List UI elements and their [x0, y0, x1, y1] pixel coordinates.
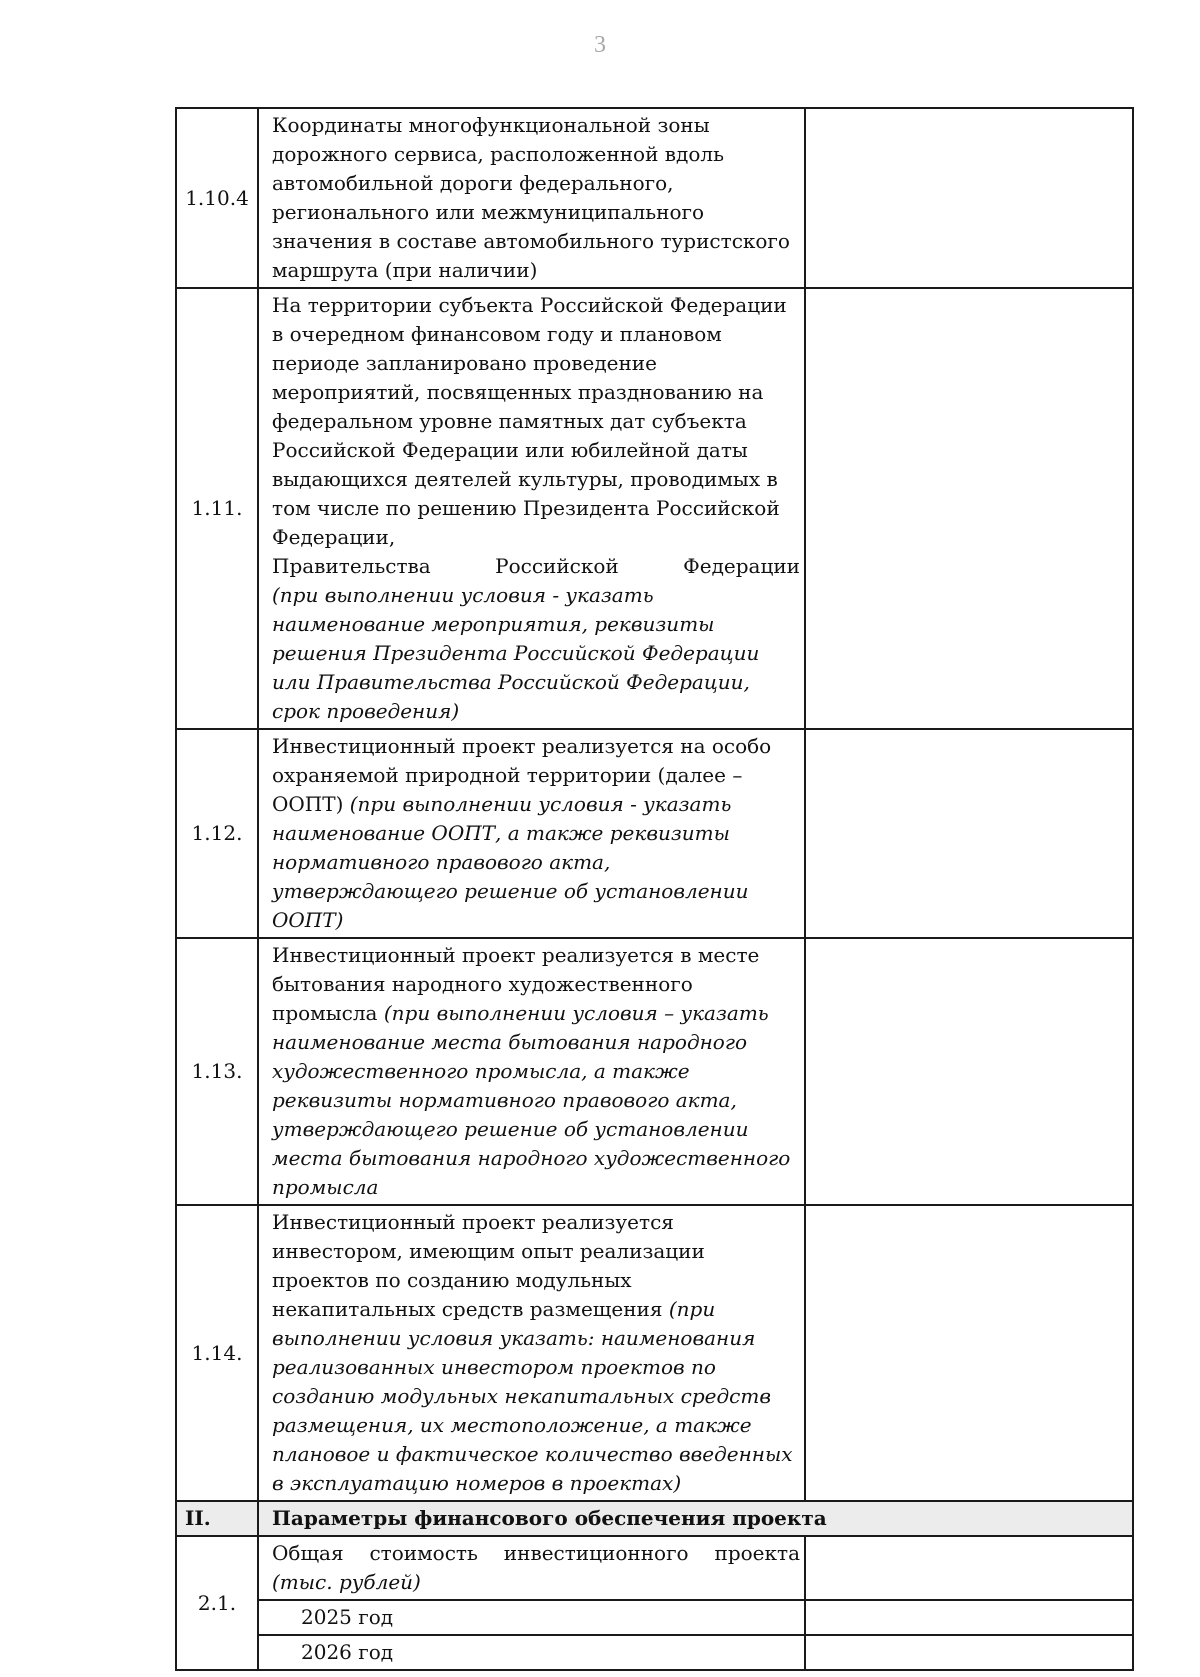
description-text: Координаты многофункциональной зоны дорожного сервиса, расположенной вдоль автомобильной дороги федерального, регионального или межмуниципального значения в составе автомобильного туристского маршрута (при наличии): [272, 113, 790, 282]
value-cell[interactable]: [805, 729, 1133, 938]
table-row-1-10-4: [176, 108, 1133, 288]
row-number: 1.13.: [176, 938, 258, 1205]
condition-note: (при выполнении условия указать: наименования реализованных инвестором проектов по созданию модульных некапитальных средств размещения, их местоположение, а также плановое и фактическое количество введенных в эксплуатацию номеров в проектах): [272, 1297, 793, 1495]
section-number: II.: [176, 1501, 258, 1536]
value-cell[interactable]: [805, 1600, 1133, 1635]
section-title: Параметры финансового обеспечения проекта: [258, 1501, 1133, 1536]
value-cell[interactable]: [805, 108, 1133, 288]
row-description: [258, 1205, 805, 1501]
value-cell[interactable]: [805, 288, 1133, 729]
unit-note: (тыс. рублей): [272, 1570, 421, 1594]
row-description: [258, 1536, 805, 1600]
parameters-table: [175, 107, 1134, 1671]
row-description: [258, 938, 805, 1205]
description-text: Инвестиционный проект реализуется на особо охраняемой природной территории (далее – ООПТ): [272, 734, 772, 816]
row-number: 1.11.: [176, 288, 258, 729]
row-description: [258, 729, 805, 938]
condition-note: (при выполнении условия - указать наименование мероприятия, реквизиты решения Президента Российской Федерации или Правительства Российской Федерации, срок проведения): [272, 583, 760, 723]
description-justified-line: Общая стоимость инвестиционного проекта: [272, 1541, 800, 1565]
table-row-2-1: [176, 1536, 1133, 1600]
section-header-row: [176, 1501, 1133, 1536]
value-cell[interactable]: [805, 1536, 1133, 1600]
description-text: Инвестиционный проект реализуется в месте бытования народного художественного промысла: [272, 943, 760, 1025]
condition-note: (при выполнении условия – указать наименование места бытования народного художественного промысла, а также реквизиты нормативного правового акта, утверждающего решение об установлении места бытования народного художественного промысла: [272, 1001, 791, 1199]
table-row-1-12: [176, 729, 1133, 938]
row-number: 1.10.4: [176, 108, 258, 288]
description-text: На территории субъекта Российской Федерации в очередном финансовом году и плановом периоде запланировано проведение мероприятий, посвященных празднованию на федеральном уровне памятных дат субъекта Российской Федерации или юбилейной даты выдающихся деятелей культуры, проводимых в том числе по решению Президента Российской Федерации,: [272, 293, 787, 549]
table-row-1-11: [176, 288, 1133, 729]
value-cell[interactable]: [805, 938, 1133, 1205]
description-text: Инвестиционный проект реализуется инвестором, имеющим опыт реализации проектов по созданию модульных некапитальных средств размещения: [272, 1210, 705, 1321]
condition-note: (при выполнении условия - указать наименование ООПТ, а также реквизиты нормативного правового акта, утверждающего решение об установлении ООПТ): [272, 792, 749, 932]
value-cell[interactable]: [805, 1205, 1133, 1501]
description-justified-line: Правительства Российской Федерации: [272, 554, 800, 578]
table-row-1-14: [176, 1205, 1133, 1501]
row-number: 1.12.: [176, 729, 258, 938]
row-number: 2.1.: [176, 1536, 258, 1670]
page-number: 3: [594, 32, 606, 58]
table-row-year-2026: [176, 1635, 1133, 1670]
value-cell[interactable]: [805, 1635, 1133, 1670]
year-label: 2025 год: [258, 1600, 805, 1635]
row-description: [258, 288, 805, 729]
table-row-year-2025: [176, 1600, 1133, 1635]
row-number: 1.14.: [176, 1205, 258, 1501]
table-row-1-13: [176, 938, 1133, 1205]
year-label: 2026 год: [258, 1635, 805, 1670]
row-description: [258, 108, 805, 288]
